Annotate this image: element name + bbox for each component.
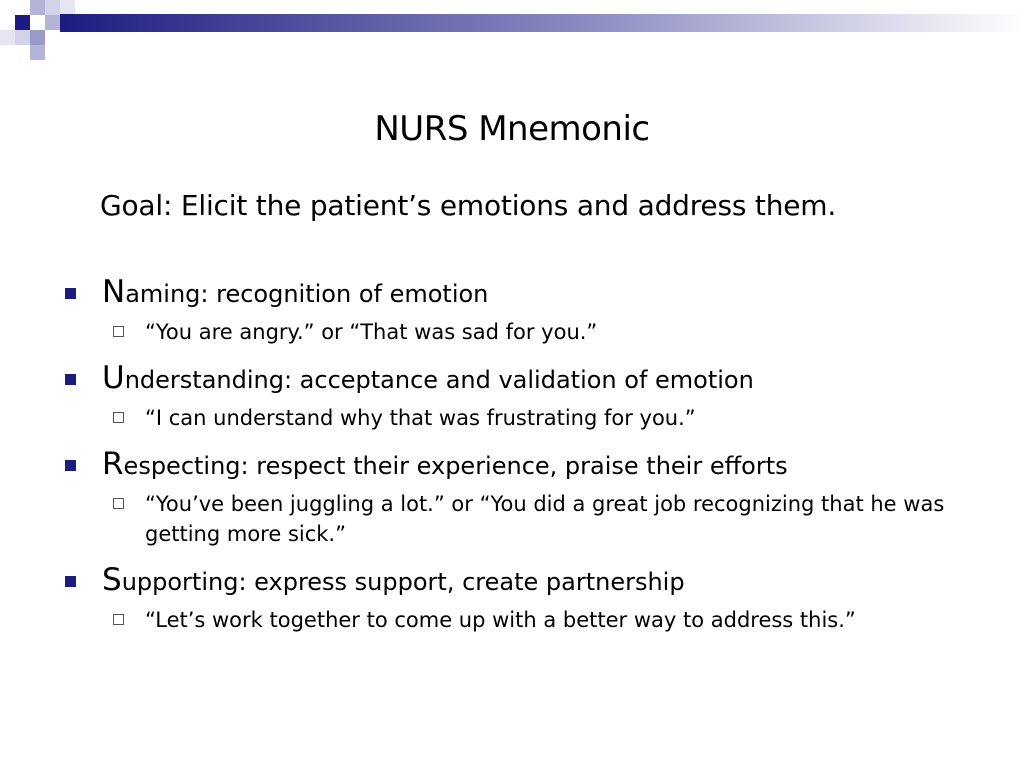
goal-statement: Goal: Elicit the patient’s emotions and address them. — [100, 189, 837, 222]
example-quote: “You are angry.” or “That was sad for you.” — [145, 320, 598, 344]
slide-title: NURS Mnemonic — [374, 109, 650, 149]
bullet-level1 — [62, 273, 962, 313]
example-quote: “Let’s work together to come up with a better way to address this.” — [145, 608, 856, 632]
hollow-square-bullet-icon — [113, 614, 124, 625]
header-decoration — [0, 0, 1024, 62]
header-gradient-graphic — [0, 0, 1024, 62]
square-bullet-icon — [65, 576, 76, 587]
list-item-supporting — [62, 561, 962, 635]
bullet-level2 — [145, 403, 962, 433]
mnemonic-initial: S — [102, 562, 122, 598]
list-item-respecting — [62, 445, 962, 549]
bullet-level1 — [62, 561, 962, 601]
bullet-text: especting: respect their experience, praise their efforts — [123, 452, 788, 480]
bullet-level1 — [62, 359, 962, 399]
square-bullet-icon — [65, 460, 76, 471]
example-quote: “I can understand why that was frustrating for you.” — [145, 406, 696, 430]
list-item-naming — [62, 273, 962, 347]
bullet-level2 — [145, 605, 962, 635]
example-quote: “You’ve been juggling a lot.” or “You did a great job recognizing that he was getting more sick.” — [145, 492, 945, 546]
mnemonic-initial: R — [102, 446, 124, 482]
square-bullet-icon — [65, 374, 76, 385]
bullet-text: nderstanding: acceptance and validation of emotion — [124, 366, 754, 394]
square-bullet-icon — [65, 288, 76, 299]
bullet-list — [62, 273, 962, 647]
bullet-level1 — [62, 445, 962, 485]
bullet-level2 — [145, 489, 965, 549]
list-item-understanding — [62, 359, 962, 433]
mnemonic-initial: N — [102, 274, 126, 310]
bullet-level2 — [145, 317, 962, 347]
hollow-square-bullet-icon — [113, 412, 124, 423]
bullet-text: aming: recognition of emotion — [125, 280, 489, 308]
hollow-square-bullet-icon — [113, 498, 124, 509]
mnemonic-initial: U — [102, 360, 125, 396]
bullet-text: upporting: express support, create partnership — [121, 568, 685, 596]
hollow-square-bullet-icon — [113, 326, 124, 337]
